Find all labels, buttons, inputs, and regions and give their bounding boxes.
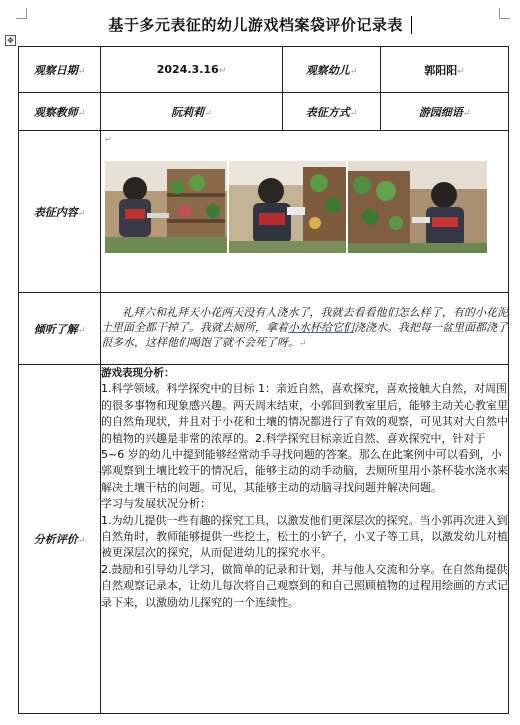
paragraph-mark-icon: ↵: [349, 66, 358, 77]
analysis-paragraph: 1.科学领域。科学探究中的目标 1：亲近自然，喜欢探究，喜欢接触大自然，对周围的很多事物和现象感兴趣。两天周末结束，小郭回到教室里后，能够主动关心教室里的自然角现状，并且对于小花和土壤的情况都进行了有效的观察，可见其对大自然中的植物的兴趣是非常的浓厚的。2.科学探究目标亲近自然、喜欢探究中，针对于 5~6 岁的幼儿中提到能够经常动手寻找问题的答案。那么在此案例中可以看到，小郭观察到土壤比较干的情况后，能够主动的动手动脑，去厕所里用小茶杯装水浇水来解决土壤干枯的问题。可见，其能够主动的动脑寻找问题并解决问题。: [101, 382, 508, 494]
paragraph-mark-icon: ↵: [77, 536, 86, 546]
table-row: [19, 47, 509, 93]
record-table: [18, 46, 509, 714]
listen-label-cell[interactable]: 倾听了解↵: [19, 293, 101, 365]
paragraph-mark-icon: ↵: [77, 325, 86, 336]
photo-image-3: [348, 161, 487, 253]
photo-image-2: [229, 161, 346, 253]
paragraph-mark-icon: ↵: [105, 135, 112, 144]
photo-child-plants: [348, 161, 487, 253]
text-cursor: [405, 16, 412, 34]
photo-child-pouring: [229, 161, 346, 253]
method-value-cell[interactable]: 游园细语↵: [381, 93, 509, 131]
table-row: [19, 293, 509, 365]
paragraph-mark-icon: ↵: [457, 66, 465, 77]
paragraph-mark-icon: ↵: [204, 108, 212, 119]
analysis-subheading: 学习与发展状况分析：: [101, 497, 211, 511]
child-label-cell[interactable]: 观察幼儿↵: [283, 47, 381, 93]
teacher-value-cell[interactable]: 阮莉莉↵: [101, 93, 283, 131]
title-text: 基于多元表征的幼儿游戏档案袋评价记录表: [108, 16, 403, 34]
child-value-cell[interactable]: 郭阳阳↵: [381, 47, 509, 93]
date-value-cell[interactable]: 2024.3.16↵: [101, 47, 283, 93]
table-row: [19, 93, 509, 131]
analysis-paragraph: 2.鼓励和引导幼儿学习，做简单的记录和计划，并与他人交流和分享。在自然角提供自然观察记录本，让幼儿每次将自己观察到的和自己照顾植物的过程用绘画的方式记录下来，以激励幼儿探究的一个连续性。: [101, 562, 508, 609]
content-label-cell[interactable]: 表征内容↵: [19, 131, 101, 293]
date-label-cell[interactable]: 观察日期↵: [19, 47, 101, 93]
analysis-paragraph: 1.为幼儿提供一些有趣的探究工具，以激发他们更深层次的探究。当小郭再次进入到自然角时，教师能够提供一些挖土，松土的小铲子，小叉子等工具，以激发幼儿对植被更深层次的探究，从而促进幼儿的探究水平。: [101, 513, 508, 560]
paragraph-mark-icon: ↵: [218, 66, 227, 76]
photo-image-1: [105, 161, 227, 253]
analysis-label-cell[interactable]: 分析评价↵: [19, 365, 101, 714]
content-photos-cell[interactable]: [101, 131, 509, 293]
teacher-label-cell[interactable]: 观察教师↵: [19, 93, 101, 131]
paragraph-mark-icon: ↵: [349, 108, 358, 119]
photo-child-watering: [105, 161, 227, 253]
paragraph-mark-icon: ↵: [462, 108, 471, 119]
paragraph-mark-icon: ↵: [77, 66, 86, 77]
table-move-handle-icon[interactable]: ✥: [5, 35, 16, 46]
table-row: [19, 365, 509, 714]
paragraph-mark-icon: ↵: [77, 108, 86, 119]
document-title[interactable]: [0, 14, 520, 35]
photo-strip: [101, 131, 508, 292]
method-label-cell[interactable]: 表征方式↵: [283, 93, 381, 131]
listen-text-cell[interactable]: 礼拜六和礼拜天小花两天没有人浇水了，我就去看看他们怎么样了，有的小花泥土里面全都干掉了。我就去厕所，拿着小水杯给它们浇浇水。我把每一盆里面都浇了很多水，这样他们喝饱了就不会死了呀。↵: [101, 293, 509, 365]
underlined-phrase: 小水杯给它们: [288, 321, 354, 334]
paragraph-mark-icon: ↵: [299, 339, 307, 349]
analysis-text-cell[interactable]: [101, 365, 509, 714]
analysis-heading: 游戏表现分析：: [101, 367, 175, 379]
paragraph-mark-icon: ↵: [77, 208, 86, 219]
table-row: [19, 131, 509, 293]
